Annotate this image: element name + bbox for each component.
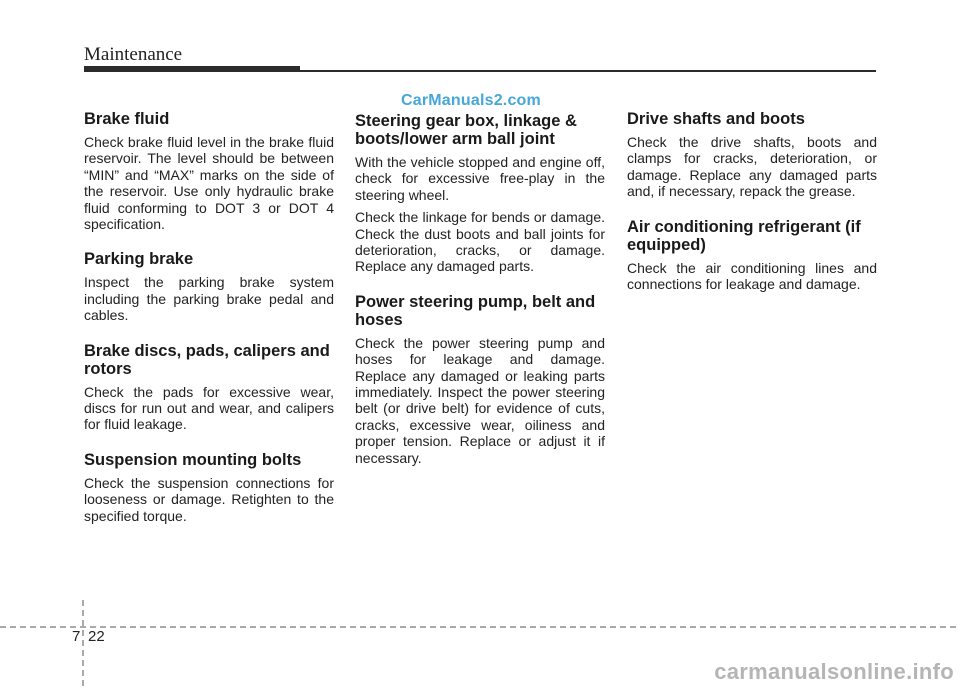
section-parking-brake [84, 250, 334, 323]
column-right [627, 110, 877, 310]
header-rule-thick [84, 66, 300, 72]
section-suspension-bolts [84, 451, 334, 524]
watermark-bottom: carmanualsonline.info [714, 659, 954, 684]
section-paragraph: Check the pads for excessive wear, discs for run out and wear, and calipers for fluid leakage. [84, 383, 334, 433]
section-heading: Steering gear box, linkage & boots/lower arm ball joint [355, 112, 577, 148]
page-header-title: Maintenance [84, 44, 183, 65]
section-paragraph: With the vehicle stopped and engine off, check for excessive free-play in the steering wheel. [355, 154, 605, 203]
chapter-number: 7 [72, 628, 81, 645]
section-heading: Suspension mounting bolts [84, 450, 302, 469]
section-brake-discs [84, 342, 334, 433]
section-paragraph: Check the drive shafts, boots and clamps for cracks, deterioration, or damage. Replace any damaged parts and, if necessary, repack the grease. [627, 134, 877, 200]
section-paragraph: Check the air conditioning lines and connections for leakage and damage. [627, 259, 877, 293]
section-heading: Brake discs, pads, calipers and rotors [84, 341, 330, 378]
header-rule-thin [300, 70, 876, 72]
column-left [84, 110, 334, 542]
section-heading: Air conditioning refrigerant (if equipped) [627, 217, 861, 254]
section-paragraph: Check the power steering pump and hoses for leakage and damage. Replace any damaged or leaking parts immediately. Inspect the power steering belt (or drive belt) for evidence of cuts, cracks, excessive wear, oiliness and proper tension. Replace or adjust it if necessary. [355, 334, 605, 466]
section-paragraph: Check the linkage for bends or damage. Check the dust boots and ball joints for deterioration, cracks, or damage. Replace any damaged parts. [355, 209, 605, 275]
watermark-top: CarManuals2.com [401, 92, 541, 109]
section-paragraph: Inspect the parking brake system including the parking brake pedal and cables. [84, 274, 334, 324]
section-paragraph: Check brake fluid level in the brake fluid reservoir. The level should be between “MIN” and “MAX” marks on the side of the reservoir. Use only hydraulic brake fluid conforming to DOT 3 or DOT 4 specification. [84, 134, 334, 233]
section-air-conditioning [627, 218, 877, 293]
column-middle [355, 112, 605, 484]
page-number: 22 [88, 628, 105, 645]
section-steering-gear [355, 112, 605, 275]
section-paragraph: Check the suspension connections for looseness or damage. Retighten to the specified torque. [84, 474, 334, 524]
section-drive-shafts [627, 110, 877, 200]
section-heading: Power steering pump, belt and hoses [355, 292, 596, 329]
section-heading: Drive shafts and boots [627, 110, 805, 128]
section-power-steering [355, 293, 605, 466]
section-heading: Brake fluid [84, 110, 170, 128]
section-heading: Parking brake [84, 250, 194, 269]
section-brake-fluid [84, 110, 334, 232]
